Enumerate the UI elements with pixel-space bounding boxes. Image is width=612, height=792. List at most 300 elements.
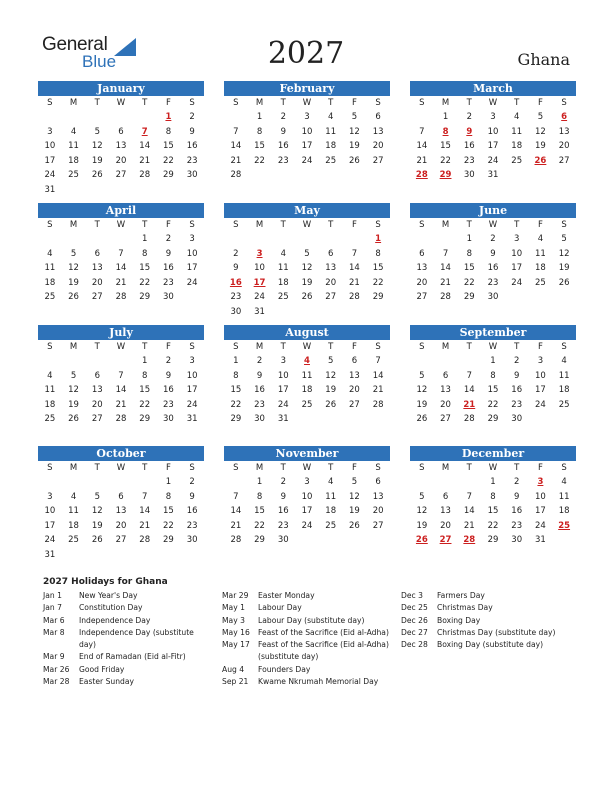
holiday-date-label: Dec 3 (401, 591, 423, 600)
day-cell: 9 (233, 263, 239, 273)
day-cell: 7 (442, 248, 449, 259)
day-cell: 19 (416, 520, 428, 531)
day-cell: 11 (325, 126, 337, 137)
day-cell: 7 (233, 491, 239, 502)
weekday-label: S (47, 342, 53, 352)
weekday-label: S (233, 220, 239, 230)
weekday-label: F (537, 98, 543, 108)
day-cell: 12 (558, 248, 570, 259)
day-cell: 31 (487, 170, 499, 180)
day-cell: 29 (139, 292, 151, 302)
day-cell: 25 (68, 170, 79, 180)
day-cell: 12 (416, 506, 428, 516)
day-cell: 18 (325, 141, 337, 151)
holiday-date: 25 (558, 520, 571, 531)
day-cell: 21 (230, 520, 242, 531)
day-cell: 4 (327, 477, 334, 487)
day-cell: 17 (535, 385, 546, 395)
month-may (224, 203, 390, 319)
weekday-label: T (514, 463, 520, 473)
weekday-label: F (351, 220, 357, 230)
day-cell: 6 (94, 370, 100, 381)
weekday-label: T (142, 98, 148, 108)
day-cell: 26 (301, 292, 313, 302)
month-april (38, 203, 204, 305)
holiday-name: New Year's Day (79, 591, 138, 600)
day-cell: 29 (372, 292, 384, 302)
weekday-label: W (116, 463, 126, 473)
day-cell: 1 (490, 356, 496, 366)
day-cell: 18 (511, 141, 523, 151)
day-cell: 16 (254, 385, 265, 395)
day-cell: 29 (163, 535, 174, 545)
month-header: November (224, 446, 390, 461)
weekday-label: M (69, 220, 78, 230)
day-cell: 26 (349, 520, 360, 531)
day-cell: 15 (163, 141, 174, 151)
day-cell: 21 (139, 520, 151, 531)
empty-cell (38, 475, 62, 490)
weekday-label: T (328, 342, 334, 352)
day-cell: 24 (254, 292, 265, 302)
weekday-label: S (561, 220, 567, 230)
day-cell: 3 (47, 491, 53, 502)
day-cell: 9 (165, 248, 172, 259)
day-cell: 27 (558, 155, 570, 166)
day-cell: 22 (139, 399, 151, 410)
weekday-label: T (514, 220, 520, 230)
day-cell: 23 (511, 520, 523, 531)
day-cell: 27 (372, 155, 384, 166)
day-cell: 10 (186, 370, 198, 381)
month-header: June (410, 203, 576, 218)
weekday-label: S (47, 463, 53, 473)
day-cell: 10 (254, 263, 265, 273)
day-cell: 22 (487, 520, 499, 531)
weekday-label: W (488, 98, 498, 108)
weekday-label: F (165, 220, 171, 230)
weekday-label: M (255, 220, 264, 230)
holiday-name: Independence Day (substitute day) (79, 627, 194, 650)
month-days-grid (38, 218, 204, 305)
day-cell: 25 (535, 277, 546, 288)
weekday-label: M (255, 98, 264, 108)
holiday-name: Independence Day (79, 615, 151, 625)
day-cell: 15 (487, 385, 499, 395)
month-days-grid (410, 340, 576, 427)
day-cell: 6 (327, 248, 334, 259)
day-cell: 21 (372, 385, 384, 395)
weekday-label: T (328, 463, 334, 473)
day-cell: 30 (186, 170, 198, 180)
day-cell: 27 (325, 292, 337, 302)
day-cell: 28 (349, 292, 360, 302)
month-june (410, 203, 576, 305)
month-days-grid (224, 340, 390, 427)
holiday-row (43, 590, 211, 602)
day-cell: 16 (186, 141, 198, 151)
weekday-label: S (233, 98, 239, 108)
day-cell: 24 (44, 170, 56, 180)
empty-cell (343, 232, 367, 247)
day-cell: 11 (558, 491, 570, 502)
empty-cell (85, 475, 109, 490)
day-cell: 14 (139, 141, 151, 151)
weekday-label: M (441, 98, 450, 108)
holiday-date-label: Mar 8 (43, 627, 65, 637)
day-cell: 22 (163, 520, 174, 531)
month-days-grid (410, 461, 576, 548)
weekday-label: F (165, 342, 171, 352)
day-cell: 28 (139, 170, 151, 180)
holiday-name: Kwame Nkrumah Memorial Day (258, 677, 379, 687)
holiday-date-label: Mar 26 (43, 664, 70, 674)
day-cell: 13 (91, 263, 103, 273)
day-cell: 3 (304, 477, 310, 487)
holiday-name: End of Ramadan (Eid al-Fitr) (79, 652, 186, 662)
holiday-name: Constitution Day (79, 603, 143, 613)
holiday-name: Christmas Day (substitute day) (437, 627, 556, 637)
weekday-label: S (233, 463, 239, 473)
day-cell: 5 (327, 356, 334, 366)
day-cell: 17 (44, 155, 56, 166)
day-cell: 29 (463, 292, 475, 302)
month-march (410, 81, 576, 183)
day-cell: 1 (256, 477, 263, 487)
holiday-row (222, 627, 390, 639)
day-cell: 15 (163, 506, 174, 516)
day-cell: 2 (280, 112, 286, 122)
day-cell: 18 (558, 506, 570, 516)
day-cell: 12 (68, 263, 79, 273)
day-cell: 18 (535, 263, 546, 273)
day-cell: 8 (141, 248, 148, 259)
weekday-label: T (514, 342, 520, 352)
day-cell: 20 (372, 506, 384, 516)
day-cell: 20 (440, 520, 451, 531)
day-cell: 25 (44, 292, 56, 302)
weekday-label: W (302, 463, 312, 473)
holiday-row (401, 615, 571, 627)
day-cell: 7 (419, 126, 425, 137)
day-cell: 4 (327, 112, 334, 122)
day-cell: 15 (139, 385, 151, 395)
day-cell: 22 (230, 399, 242, 410)
day-cell: 19 (301, 277, 313, 288)
holiday-date: 3 (256, 248, 263, 259)
day-cell: 26 (558, 277, 570, 288)
holiday-date-label: Sep 21 (222, 677, 249, 687)
day-cell: 20 (91, 277, 103, 288)
holiday-date-label: May 3 (222, 615, 245, 625)
holiday-row (43, 627, 211, 652)
day-cell: 8 (233, 370, 239, 381)
day-cell: 9 (189, 491, 195, 502)
empty-cell (457, 354, 481, 369)
day-cell: 6 (118, 491, 124, 502)
day-cell: 13 (372, 491, 384, 502)
day-cell: 28 (139, 535, 151, 545)
empty-cell (62, 354, 86, 369)
holiday-row (43, 664, 211, 676)
holiday-row (401, 639, 571, 651)
day-cell: 25 (44, 414, 56, 424)
empty-cell (319, 232, 343, 247)
day-cell: 17 (535, 506, 546, 516)
day-cell: 13 (349, 370, 360, 381)
holiday-date: 8 (442, 126, 449, 137)
day-cell: 12 (91, 506, 103, 516)
holiday-date: 1 (165, 112, 172, 122)
day-cell: 16 (277, 141, 289, 151)
empty-cell (62, 110, 86, 125)
holiday-date: 1 (375, 234, 382, 244)
holiday-date: 4 (304, 356, 310, 366)
holiday-date-label: Mar 28 (43, 677, 70, 687)
holiday-name: Christmas Day (437, 603, 493, 613)
day-cell: 22 (163, 155, 174, 166)
holiday-date: 26 (534, 155, 547, 166)
day-cell: 30 (463, 170, 475, 180)
day-cell: 21 (463, 520, 475, 531)
day-cell: 30 (511, 414, 523, 424)
month-header: January (38, 81, 204, 96)
page-title: 2027 (267, 36, 345, 71)
day-cell: 14 (139, 506, 151, 516)
day-cell: 31 (254, 306, 265, 317)
month-august (224, 325, 390, 427)
day-cell: 18 (301, 385, 313, 395)
day-cell: 27 (372, 520, 384, 531)
holiday-row (401, 627, 571, 639)
day-cell: 11 (325, 491, 337, 502)
day-cell: 23 (277, 520, 289, 531)
day-cell: 29 (163, 170, 174, 180)
month-october (38, 446, 204, 562)
day-cell: 4 (47, 370, 53, 381)
month-september (410, 325, 576, 427)
day-cell: 11 (277, 263, 289, 273)
day-cell: 1 (442, 112, 449, 122)
weekday-label: M (69, 463, 78, 473)
weekday-label: T (280, 98, 286, 108)
holiday-row (401, 590, 571, 602)
day-cell: 27 (91, 292, 103, 302)
holiday-name: Feast of the Sacrifice (Eid al-Adha) (substitute day) (258, 640, 389, 662)
weekday-label: S (189, 220, 195, 230)
weekday-label: F (165, 98, 171, 108)
holiday-row (222, 639, 390, 664)
weekday-label: S (419, 98, 425, 108)
day-cell: 25 (558, 399, 570, 410)
day-cell: 12 (91, 141, 103, 151)
month-november (224, 446, 390, 548)
day-cell: 12 (325, 370, 337, 381)
holiday-name: Good Friday (79, 664, 125, 674)
weekday-label: T (328, 220, 334, 230)
day-cell: 7 (466, 370, 472, 381)
day-cell: 2 (165, 356, 172, 366)
holiday-name: Easter Monday (258, 591, 315, 600)
day-cell: 20 (416, 277, 428, 288)
day-cell: 3 (304, 112, 310, 122)
day-cell: 7 (118, 370, 124, 381)
day-cell: 20 (91, 399, 103, 410)
day-cell: 28 (463, 414, 475, 424)
holiday-row (43, 615, 211, 627)
day-cell: 13 (325, 263, 337, 273)
day-cell: 20 (325, 277, 337, 288)
weekday-label: T (142, 342, 148, 352)
day-cell: 25 (511, 155, 523, 166)
day-cell: 10 (301, 126, 313, 137)
day-cell: 2 (513, 477, 520, 487)
day-cell: 30 (230, 306, 242, 317)
weekday-label: S (375, 98, 381, 108)
day-cell: 13 (416, 263, 428, 273)
day-cell: 30 (487, 292, 499, 302)
day-cell: 26 (91, 170, 103, 180)
holiday-date-label: Dec 26 (401, 615, 428, 625)
day-cell: 19 (416, 399, 428, 410)
month-header: August (224, 325, 390, 340)
day-cell: 5 (351, 477, 358, 487)
day-cell: 8 (141, 370, 148, 381)
weekday-label: T (466, 463, 472, 473)
day-cell: 23 (511, 399, 523, 410)
day-cell: 4 (280, 248, 286, 259)
empty-cell (457, 475, 481, 490)
day-cell: 2 (165, 234, 172, 244)
weekday-label: S (561, 342, 567, 352)
day-cell: 17 (301, 506, 313, 516)
day-cell: 3 (280, 356, 286, 366)
day-cell: 17 (44, 520, 56, 531)
day-cell: 17 (487, 141, 499, 151)
month-january (38, 81, 204, 197)
holiday-date-label: Mar 6 (43, 615, 65, 625)
day-cell: 4 (561, 477, 567, 487)
holiday-date: 29 (439, 170, 452, 180)
weekday-label: S (561, 463, 567, 473)
day-cell: 3 (513, 234, 520, 244)
empty-cell (224, 232, 248, 247)
day-cell: 1 (141, 356, 148, 366)
day-cell: 12 (416, 385, 428, 395)
weekday-label: F (351, 342, 357, 352)
month-header: May (224, 203, 390, 218)
holiday-date-label: Dec 25 (401, 603, 428, 613)
holiday-date-label: Mar 9 (43, 652, 65, 662)
day-cell: 3 (47, 126, 53, 137)
weekday-label: W (116, 98, 126, 108)
holiday-date-label: May 17 (222, 640, 250, 650)
day-cell: 25 (277, 292, 289, 302)
day-cell: 25 (325, 155, 337, 166)
empty-cell (224, 475, 248, 490)
holiday-column (222, 590, 390, 688)
holiday-date: 21 (463, 399, 476, 410)
day-cell: 14 (463, 385, 475, 395)
holiday-row (43, 651, 211, 663)
day-cell: 12 (68, 385, 79, 395)
day-cell: 22 (463, 277, 475, 288)
day-cell: 13 (115, 506, 127, 516)
day-cell: 30 (163, 292, 174, 302)
day-cell: 28 (115, 414, 127, 424)
month-days-grid (410, 218, 576, 305)
holiday-date-label: Dec 28 (401, 640, 428, 650)
day-cell: 20 (349, 385, 360, 395)
day-cell: 10 (301, 491, 313, 502)
day-cell: 20 (372, 141, 384, 151)
day-cell: 10 (487, 126, 499, 137)
day-cell: 16 (163, 385, 174, 395)
day-cell: 3 (537, 356, 544, 366)
month-header: February (224, 81, 390, 96)
day-cell: 6 (442, 491, 449, 502)
day-cell: 16 (511, 385, 523, 395)
day-cell: 24 (535, 399, 546, 410)
day-cell: 19 (349, 506, 360, 516)
day-cell: 23 (186, 520, 198, 531)
day-cell: 9 (165, 370, 172, 381)
weekday-label: S (189, 342, 195, 352)
day-cell: 9 (490, 248, 496, 259)
day-cell: 28 (440, 292, 451, 302)
weekday-label: F (537, 342, 543, 352)
weekday-label: S (375, 220, 381, 230)
empty-cell (434, 232, 458, 247)
day-cell: 5 (70, 248, 77, 259)
day-cell: 3 (189, 356, 195, 366)
day-cell: 2 (256, 356, 263, 366)
day-cell: 12 (349, 126, 360, 137)
empty-cell (271, 232, 295, 247)
month-header: March (410, 81, 576, 96)
weekday-label: T (280, 220, 286, 230)
day-cell: 20 (115, 155, 127, 166)
day-cell: 11 (44, 263, 56, 273)
day-cell: 28 (372, 399, 384, 410)
weekday-label: S (375, 463, 381, 473)
empty-cell (248, 232, 272, 247)
empty-cell (62, 475, 86, 490)
country-name: Ghana (517, 50, 570, 69)
day-cell: 9 (513, 491, 520, 502)
day-cell: 28 (230, 170, 242, 180)
day-cell: 11 (535, 248, 546, 259)
day-cell: 15 (487, 506, 499, 516)
holiday-date: 7 (141, 126, 148, 137)
holiday-date: 28 (463, 535, 476, 545)
day-cell: 17 (301, 141, 313, 151)
day-cell: 10 (535, 370, 546, 381)
holiday-column (401, 590, 571, 651)
day-cell: 23 (277, 155, 289, 166)
day-cell: 6 (118, 126, 124, 137)
day-cell: 24 (277, 399, 289, 410)
weekday-label: S (233, 342, 239, 352)
weekday-label: W (488, 463, 498, 473)
holiday-name: Boxing Day (437, 615, 481, 625)
month-header: July (38, 325, 204, 340)
holiday-row (222, 615, 390, 627)
day-cell: 11 (68, 141, 79, 151)
day-cell: 13 (372, 126, 384, 137)
day-cell: 4 (513, 112, 520, 122)
day-cell: 15 (440, 141, 451, 151)
